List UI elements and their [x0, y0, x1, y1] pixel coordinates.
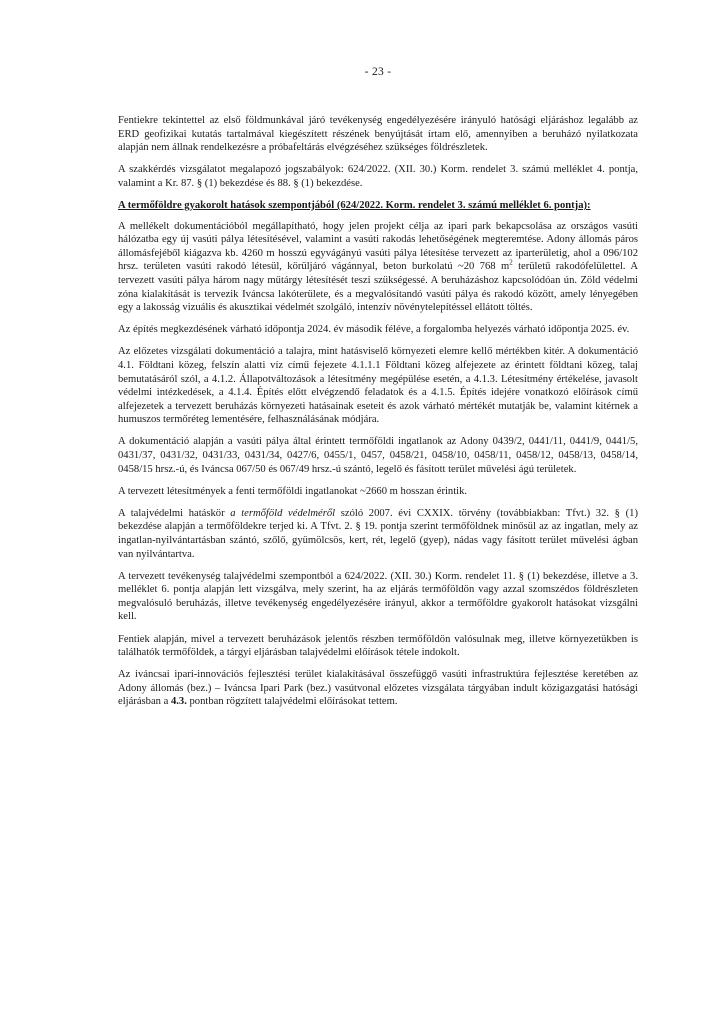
paragraph-affected-parcels: A dokumentáció alapján a vasúti pálya által érintett termőföldi ingatlanok az Adony 0439/2, 0441/11, 0441/9, 0441/5, 0431/37, 0431/32, 0431/33, 0431/34, 0427/6, 0455/1, 0457, 0458/21, 0458/10, 0458/11, 0458/12, 0458/13, 0458/14, 0458/15 hrsz.-ú, és Iváncsa 067/50 és 067/49 hrsz.-ú szántó, legelő és fásított terület művelési ágú területek.: [118, 436, 638, 475]
section-heading-soil-impact: A termőföldre gyakorolt hatások szempontjából (624/2022. Korm. rendelet 3. számú melléklet 6. pontja):: [118, 199, 591, 211]
paragraph-schedule: Az építés megkezdésének várható időpontja 2024. év második féléve, a forgalomba helyezés várható időpontja 2025. év.: [118, 324, 630, 336]
paragraph-conclusion: Fentiek alapján, mivel a tervezett beruházások jelentős részben termőföldön valósulnak meg, illetve környezetükben is találhatók termőföldek, a tárgyi eljárásban talajvédelmi előírások tétele indokolt.: [118, 633, 638, 659]
law-title: a termőföld védelméről: [230, 507, 336, 519]
superscript: 2: [509, 258, 513, 267]
page-number: - 23 -: [364, 66, 392, 78]
paragraph-project-description: [118, 220, 638, 315]
section-reference: 4.3.: [170, 696, 187, 708]
paragraph-legal-basis: A szakkérdés vizsgálatot megalapozó jogszabályok: 624/2022. (XII. 30.) Korm. rendelet 3. számú melléklet 4. pontja, valamint a Kr. 87. § (1) bekezdése és 88. § (1) bekezdése.: [118, 164, 638, 189]
paragraph-affected-length: A tervezett létesítmények a fenti termőföldi ingatlanokat ~2660 m hosszan érintik.: [118, 485, 468, 497]
text: Az iváncsai ipari-innovációs fejlesztési terület kialakításával összefüggő vasúti infrastruktúra fejlesztése keretében az Adony állomás (bez.) – Iváncsa Ipari Park (bez.) vasútvonal előzetes vizsgálata tárgyában indult közigazgatási hatósági eljárásban a: [118, 669, 638, 708]
text: pontban rögzített talajvédelmi előírásokat tettem.: [186, 696, 398, 708]
paragraph-soil-protection-authority: [118, 507, 638, 561]
text: szóló 2007. évi CXXIX. törvény (továbbiakban: Tfvt.) 32. § (1) bekezdése alapján a termőföldekre terjed ki. A Tfvt. 2. § 19. pontja szerint termőföldnek minősül az az ingatlan, mely az ingatlan-nyilvántartásban szántó, szőlő, gyümölcsös, kert, rét, legelő (gyep), nádas vagy fásított terület művelési ágban van nyilvántartva.: [118, 507, 638, 560]
paragraph-final-statement: [118, 668, 638, 709]
text: A mellékelt dokumentációból megállapítható, hogy jelen projekt célja az ipari park bekapcsolása az országos vasúti hálózatba egy új vasúti pálya létesítésével, valamint a vasúti rakodás lehetőségének megteremtése. Adony állomás páros állomásfejéből kiágazva kb. 4260 m hosszú egyvágányú vasúti pálya létesítése tervezett az iparterületig, ahol a 096/102 hrsz. területen vasúti rakodó létesül, körüljáró vágánnyal, beton burkolatú ~20 768 m: [118, 220, 638, 273]
text: területű rakodófelülettel. A tervezett vasúti pálya három nagy műtárgy létesítését teszi szükségessé. A beruházáshoz kapcsolódóan ún. Zöld védelmi zóna kialakítását is tervezik Iváncsa lakóterülete, és a megvalósítandó vasúti pálya és rakodó között, amely lényegében egy a lakosság vizuális és akusztikai védelmét szolgáló, intenzív növénytelepítéssel ellátott töltés.: [118, 261, 638, 314]
paragraph-examination-basis: A tervezett tevékenység talajvédelmi szempontból a 624/2022. (XII. 30.) Korm. rendelet 11. § (1) bekezdése, illetve a 3. melléklet 6. pontja alapján lett vizsgálva, mely szerint, ha az eljárás termőföldön vagy azzal szomszédos földrészleten megvalósuló beruházás, illetve tevékenység engedélyezésére irányul, akkor a termőföldre gyakorolt hatásokat vizsgálni kell.: [118, 570, 638, 623]
text: A talajvédelmi hatáskör: [118, 507, 231, 519]
paragraph-geophysical-survey: Fentiekre tekintettel az első földmunkával járó tevékenység engedélyezésére irányuló hatósági eljáráshoz legalább az ERD geofizikai kutatás tartalmával kiegészített részének benyújtását írtam elő, amennyiben a beruházó nyilatkozata alapján nem állnak rendelkezésre a próbafeltárás elvégzéséhez szükséges földrészletek.: [118, 115, 638, 154]
paragraph-documentation-review: Az előzetes vizsgálati dokumentáció a talajra, mint hatásviselő környezeti elemre kellő mértékben kitér. A dokumentáció 4.1. Földtani közeg, felszín alatti víz című fejezete 4.1.1.1 Földtani közeg alfejezete az érintett földtani közeg, talaj bemutatásáról szól, a 4.1.2. Állapotváltozások a létesítmény megépülése esetén, a 4.1.3. Létesítmény értékelése, javasolt védelmi intézkedések, a 4.1.4. Építés előtt elvégzendő feladatok és a 4.1.5. Építés idejére vonatkozó előírások című alfejezetek a tervezett beruházás környezeti hatásainak eseteit és azok várható mértékét mutatják be, valamint kitérnek a humuszos termőréteg lementésére, felhasználásának módjára.: [118, 346, 638, 426]
